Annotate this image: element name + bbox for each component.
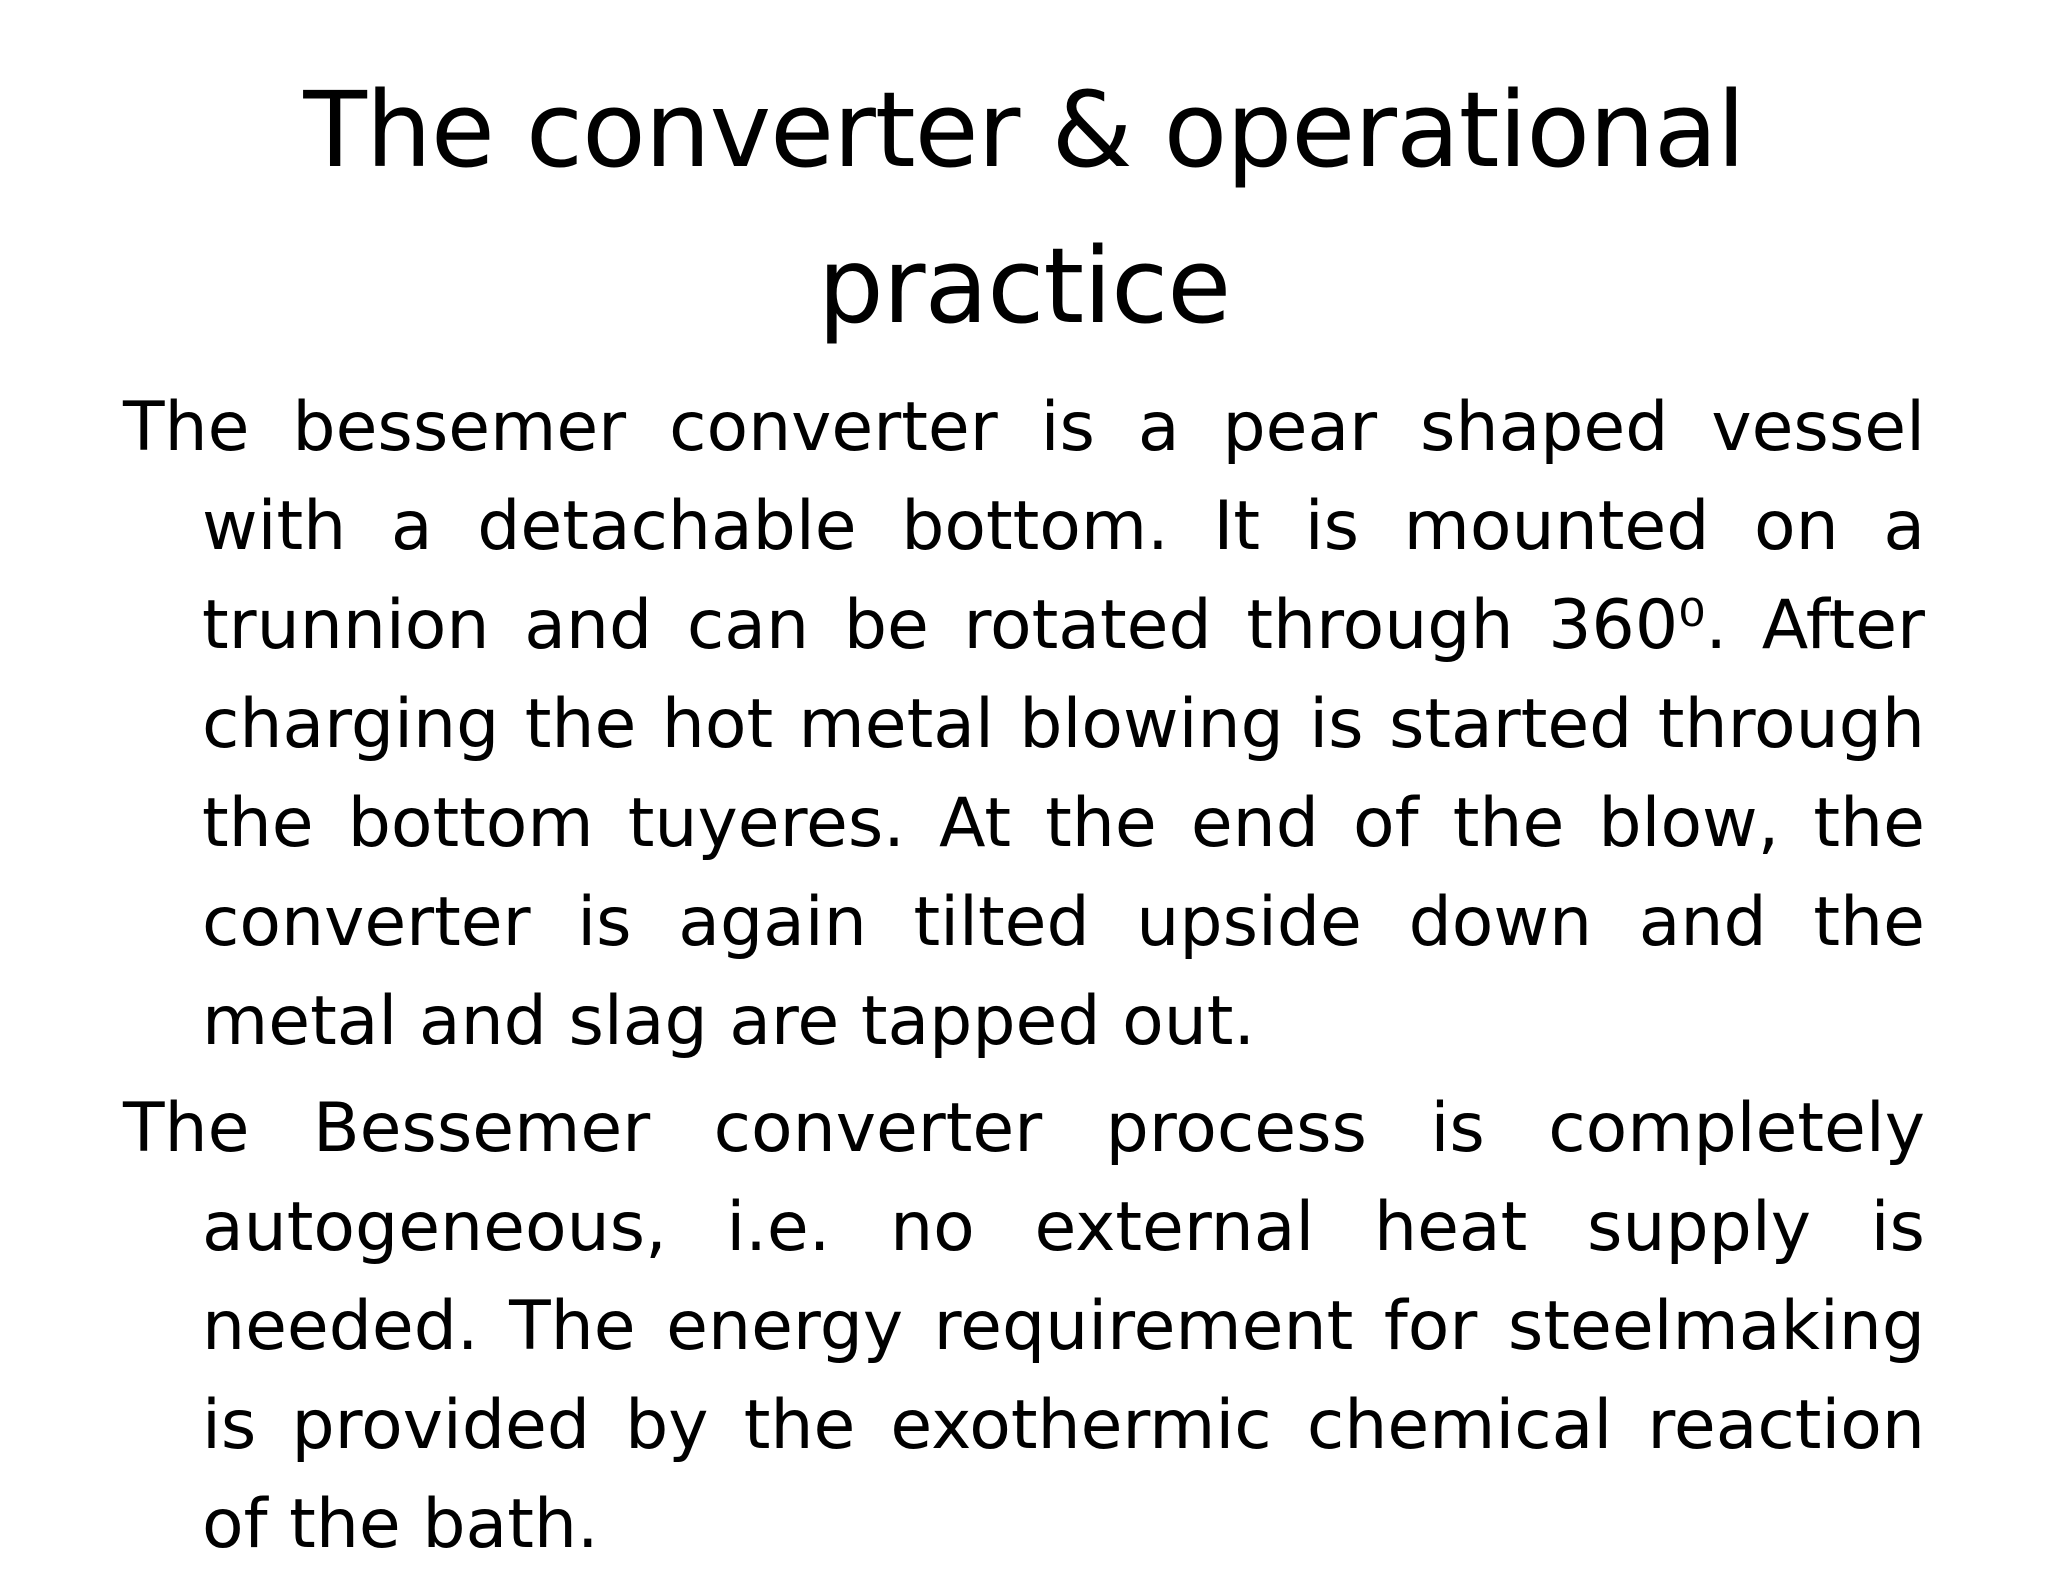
body-paragraph-2: The Bessemer converter process is completely autogeneous, i.e. no external heat supply is needed. The energy requirement for steelmaking is provided by the exothermic chemical reaction of the bath. — [123, 1089, 1925, 1564]
slide-title: The converter & operational practice — [303, 69, 1745, 347]
slide-body — [123, 378, 1925, 1582]
body-paragraph-1: The bessemer converter is a pear shaped vessel with a detachable bottom. It is mounted on a trunnion and can be rotated through 360⁰. After charging the hot metal blowing is started through the bottom tuyeres. At the end of the blow, the converter is again tilted upside down and the metal and slag are tapped out. — [123, 388, 1925, 1061]
